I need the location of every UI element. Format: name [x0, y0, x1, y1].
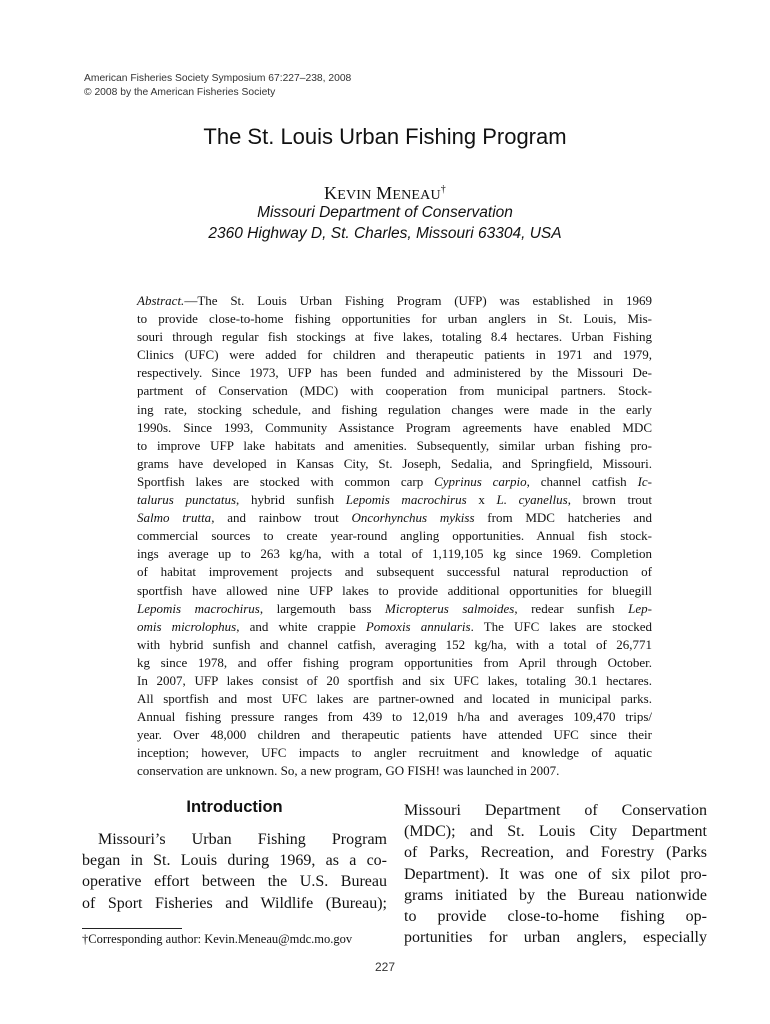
- author-last-rest: ENEAU: [392, 188, 441, 203]
- body-line: of Sport Fisheries and Wildlife (Bureau);: [82, 894, 387, 912]
- abstract-line: [137, 545, 652, 563]
- text-run: inception; however, UFC impacts to angler recruitment and knowledge of aquatic: [137, 745, 652, 761]
- author-name: [0, 183, 770, 204]
- text-run: ings average up to 263 kg/ha, with a total of 1,119,105 kg since 1969. Completion: [137, 546, 652, 562]
- author-first-initial: K: [323, 183, 338, 203]
- footnote: †Corresponding author: Kevin.Meneau@mdc.mo.gov: [82, 932, 353, 946]
- italic-text: Micropterus salmoides: [385, 600, 515, 616]
- body-line: Missouri’s Urban Fishing Program: [98, 831, 387, 848]
- affiliation: Missouri Department of Conservation: [257, 204, 513, 221]
- body-line: portunities for urban anglers, especially: [404, 929, 707, 947]
- text-run: respectively. Since 1973, UFP has been funded and administered by the Missouri De-: [137, 365, 652, 381]
- body-line: (MDC); and St. Louis City Department: [404, 823, 707, 841]
- italic-text: Lepomis macrochirus: [345, 492, 467, 508]
- abstract-line: [137, 346, 652, 364]
- abstract-line: [137, 437, 652, 455]
- abstract-line: [137, 582, 652, 600]
- body-line: grams initiated by the Bureau nationwide: [404, 886, 707, 904]
- abstract-line: [137, 618, 652, 636]
- text-run: Clinics (UFC) were added for children and therapeutic patients in 1971 and 1979,: [137, 347, 652, 363]
- text-run: kg since 1978, and offer fishing program opportunities from April through October.: [137, 654, 652, 670]
- body-line: to provide close-to-home fishing op-: [404, 907, 707, 925]
- text-run: sportfish have allowed nine UFP lakes to provide additional opportunities for bluegill: [137, 582, 652, 598]
- body-line: of Parks, Recreation, and Forestry (Parks: [404, 844, 707, 862]
- text-run: All sportfish and most UFC lakes are partner-owned and located in municipal parks.: [137, 691, 652, 707]
- abstract-line: [137, 672, 652, 690]
- text-run: 1990s. Since 1993, Community Assistance Program agreements have enabled MDC: [137, 419, 652, 435]
- abstract-line: [137, 401, 652, 419]
- body-line: Missouri Department of Conservation: [404, 802, 707, 819]
- intro-column-right: [404, 800, 707, 948]
- abstract-line: [137, 527, 652, 545]
- text-run: , hybrid sunfish: [236, 492, 346, 508]
- text-run: , and rainbow trout: [211, 510, 352, 526]
- abstract: [137, 292, 652, 781]
- copyright-line: © 2008 by the American Fisheries Society: [84, 87, 276, 98]
- italic-text: omis microlophus: [137, 618, 237, 634]
- abstract-line: [137, 455, 652, 473]
- journal-header: [84, 72, 351, 100]
- abstract-line: [137, 310, 652, 328]
- text-run: , and white crappie: [236, 618, 366, 634]
- abstract-line: [137, 762, 652, 780]
- page-number: 227: [374, 960, 396, 974]
- abstract-line: [137, 509, 652, 527]
- text-run: In 2007, UFP lakes consist of 20 sportfish and six UFC lakes, totaling 30.1 hectares.: [137, 672, 652, 688]
- text-run: partment of Conservation (MDC) with cooperation from municipal partners. Stock-: [137, 383, 652, 399]
- intro-column-left: [82, 798, 387, 914]
- citation-line: American Fisheries Society Symposium 67:227–238, 2008: [84, 73, 352, 84]
- text-run: , largemouth bass: [259, 600, 386, 616]
- text-run: to improve UFP lake habitats and amenities. Subsequently, similar urban fishing pro-: [137, 437, 652, 453]
- abstract-line: [137, 744, 652, 762]
- text-run: , redear sunfish: [514, 600, 629, 616]
- text-run: Sportfish lakes are stocked with common carp: [137, 473, 435, 489]
- italic-text: Cyprinus carpio: [434, 473, 527, 489]
- author-first-rest: EVIN: [337, 188, 372, 203]
- section-heading: Introduction: [186, 798, 283, 816]
- abstract-line: [137, 364, 652, 382]
- abstract-line: [137, 419, 652, 437]
- abstract-line: [137, 654, 652, 672]
- abstract-line: [137, 726, 652, 744]
- text-run: with hybrid sunfish and channel catfish, averaging 152 kg/ha, with a total of 26,771: [137, 636, 652, 652]
- italic-text: Ic-: [637, 473, 652, 489]
- text-run: , channel catfish: [526, 473, 638, 489]
- text-run: commercial sources to create year-round angling opportunities. Annual fish stock-: [137, 528, 652, 544]
- text-run: to provide close-to-home fishing opportunities for urban anglers in St. Louis, Mis-: [137, 311, 652, 327]
- paper-title: The St. Louis Urban Fishing Program: [203, 124, 567, 149]
- text-run: souri through regular fish stockings at five lakes, totaling 8.4 hectares. Urban Fishing: [137, 329, 652, 345]
- body-line: operative effort between the U.S. Bureau: [82, 873, 387, 891]
- body-line: began in St. Louis during 1969, as a co-: [82, 852, 387, 870]
- abstract-line: [137, 292, 652, 310]
- text-run: of habitat improvement projects and subsequent successful natural reproduction of: [137, 564, 652, 580]
- abstract-line: [137, 382, 652, 400]
- italic-text: Oncorhynchus mykiss: [351, 510, 475, 526]
- text-run: from MDC hatcheries and: [474, 510, 652, 526]
- abstract-line: [137, 636, 652, 654]
- text-run: ing rate, stocking schedule, and fishing regulation changes were made in the early: [137, 401, 652, 417]
- abstract-line: [137, 600, 652, 618]
- text-run: , brown trout: [567, 492, 653, 508]
- text-run: —The St. Louis Urban Fishing Program (UFP) was established in 1969: [184, 293, 652, 308]
- italic-text: Lepomis macrochirus: [137, 600, 260, 616]
- abstract-line: [137, 690, 652, 708]
- italic-text: Abstract.: [137, 293, 185, 308]
- text-run: Annual fishing pressure ranges from 439 to 12,019 h/ha and averages 109,470 trips/: [137, 709, 652, 725]
- abstract-line: [137, 491, 652, 509]
- address: 2360 Highway D, St. Charles, Missouri 63304, USA: [208, 225, 562, 242]
- italic-text: Lep-: [628, 600, 653, 616]
- italic-text: Salmo trutta: [137, 510, 212, 526]
- italic-text: L. cyanellus: [496, 492, 568, 508]
- text-run: year. Over 48,000 children and therapeutic patients have attended UFC since their: [137, 727, 652, 743]
- italic-text: Pomoxis annularis: [365, 618, 471, 634]
- italic-text: talurus punctatus: [137, 492, 237, 508]
- text-run: grams have developed in Kansas City, St. Joseph, Sedalia, and Springfield, Missouri.: [137, 455, 652, 471]
- text-run: conservation are unknown. So, a new program, GO FISH! was launched in 2007.: [137, 763, 560, 779]
- author-last-initial: M: [376, 183, 393, 203]
- author-footnote-mark: †: [440, 184, 446, 195]
- body-line: Department). It was one of six pilot pro-: [404, 865, 707, 883]
- abstract-line: [137, 328, 652, 346]
- text-run: . The UFC lakes are stocked: [470, 618, 652, 634]
- text-run: x: [466, 492, 497, 508]
- abstract-line: [137, 708, 652, 726]
- abstract-line: [137, 473, 652, 491]
- footnote-rule: [82, 928, 182, 929]
- abstract-line: [137, 563, 652, 581]
